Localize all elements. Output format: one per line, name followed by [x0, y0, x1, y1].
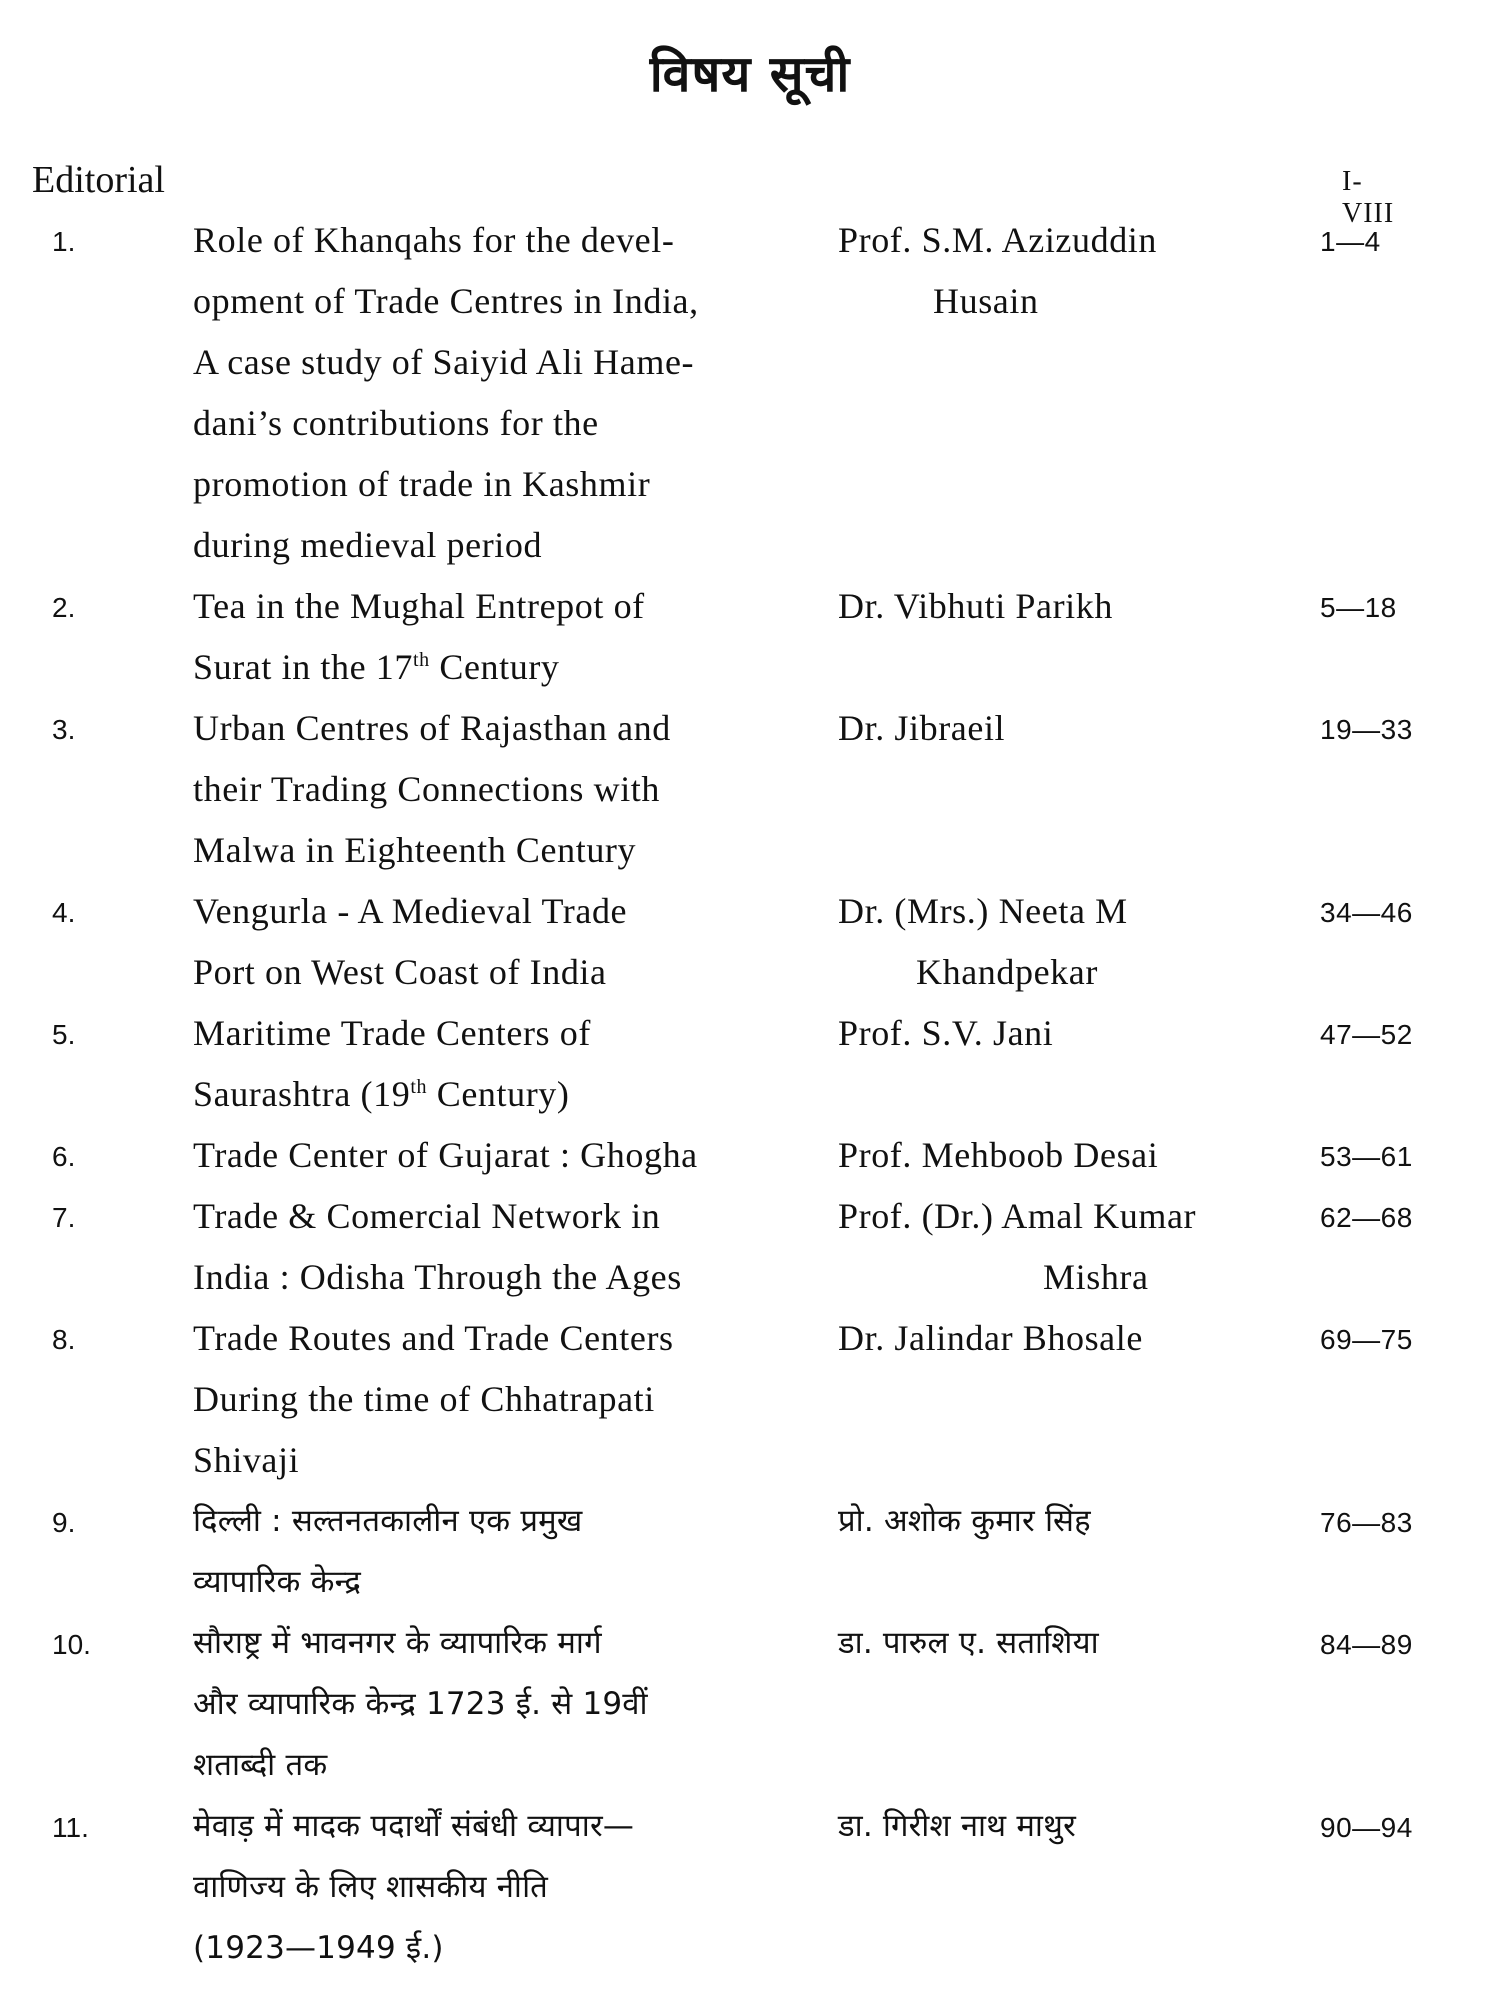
entry-number: 11. [52, 1812, 89, 1843]
entry-number: 4. [52, 897, 76, 928]
entry-title: Maritime Trade Centers of Saurashtra (19th Century) [193, 1013, 591, 1114]
entry-pages: 5—18 [1320, 592, 1397, 623]
entry-number: 8. [52, 1324, 76, 1355]
toc-entry [0, 1308, 1500, 1491]
entry-title: Vengurla - A Medieval Trade Port on West Coast of India [193, 891, 628, 992]
entry-pages: 19—33 [1320, 714, 1413, 745]
toc-entry [0, 1491, 1500, 1613]
entry-title: Trade & Comercial Network in India : Odisha Through the Ages [193, 1196, 682, 1297]
entry-author: Dr. Jibraeil [838, 708, 1006, 748]
toc-entry [0, 1796, 1500, 1979]
entry-author: Dr. Jalindar Bhosale [838, 1318, 1143, 1358]
entry-title: Urban Centres of Rajasthan and their Trading Connections with Malwa in Eighteenth Century [193, 708, 671, 870]
editorial-pages: I-VIII [1342, 166, 1395, 229]
entry-pages: 84—89 [1320, 1629, 1413, 1660]
entry-title: मेवाड़ में मादक पदार्थों संबंधी व्यापार— वाणिज्य के लिए शासकीय नीति (1923—1949 ई.) [193, 1808, 635, 1966]
entry-author: Prof. S.V. Jani [838, 1013, 1054, 1053]
entry-number: 2. [52, 592, 76, 623]
entry-number: 7. [52, 1202, 76, 1233]
entry-number: 1. [52, 226, 76, 257]
entry-title: Role of Khanqahs for the devel- opment of Trade Centres in India, A case study of Saiyid Ali Hame- dani’s contributions for the promotion of trade in Kashmir during medieval period [193, 220, 699, 565]
entry-number: 10. [52, 1629, 91, 1660]
entry-pages: 47—52 [1320, 1019, 1413, 1050]
entry-pages: 90—94 [1320, 1812, 1413, 1843]
entry-author: Dr. Vibhuti Parikh [838, 586, 1113, 626]
entry-pages: 1—4 [1320, 226, 1381, 257]
entry-pages: 69—75 [1320, 1324, 1413, 1355]
editorial-label: Editorial [32, 159, 165, 201]
entry-number: 6. [52, 1141, 76, 1172]
toc-entry [0, 1186, 1500, 1308]
toc-entry [0, 698, 1500, 881]
entry-number: 5. [52, 1019, 76, 1050]
entry-title: दिल्ली : सल्तनतकालीन एक प्रमुख व्यापारिक केन्द्र [193, 1503, 583, 1600]
page-title: विषय सूची [649, 45, 851, 103]
toc-entry [0, 1003, 1500, 1125]
toc-entry [0, 1125, 1500, 1186]
entry-pages: 76—83 [1320, 1507, 1413, 1538]
toc-entry [0, 576, 1500, 698]
entry-author: डा. गिरीश नाथ माथुर [838, 1808, 1076, 1844]
entry-pages: 34—46 [1320, 897, 1413, 928]
toc-entry [0, 210, 1500, 576]
entry-pages: 53—61 [1320, 1141, 1413, 1172]
entry-author: डा. पारुल ए. सताशिया [838, 1625, 1099, 1661]
entry-pages: 62—68 [1320, 1202, 1413, 1233]
toc-entry [0, 881, 1500, 1003]
editorial-row [32, 158, 1412, 229]
entry-title: Trade Routes and Trade Centers During the time of Chhatrapati Shivaji [193, 1318, 674, 1480]
entry-number: 9. [52, 1507, 76, 1538]
entry-title: Trade Center of Gujarat : Ghogha [193, 1135, 698, 1175]
entry-author: Dr. (Mrs.) Neeta M Khandpekar [838, 891, 1128, 992]
entry-author: Prof. (Dr.) Amal Kumar Mishra [838, 1196, 1197, 1297]
toc-entry [0, 1613, 1500, 1796]
entry-author: प्रो. अशोक कुमार सिंह [838, 1503, 1091, 1539]
table-of-contents [0, 210, 1500, 1979]
entry-title: Tea in the Mughal Entrepot of Surat in the 17th Century [193, 586, 645, 687]
entry-author: Prof. Mehboob Desai [838, 1135, 1159, 1175]
entry-title: सौराष्ट्र में भावनगर के व्यापारिक मार्ग और व्यापारिक केन्द्र 1723 ई. से 19वीं शताब्दी तक [193, 1625, 648, 1783]
entry-author: Prof. S.M. Azizuddin Husain [838, 220, 1158, 321]
entry-number: 3. [52, 714, 76, 745]
